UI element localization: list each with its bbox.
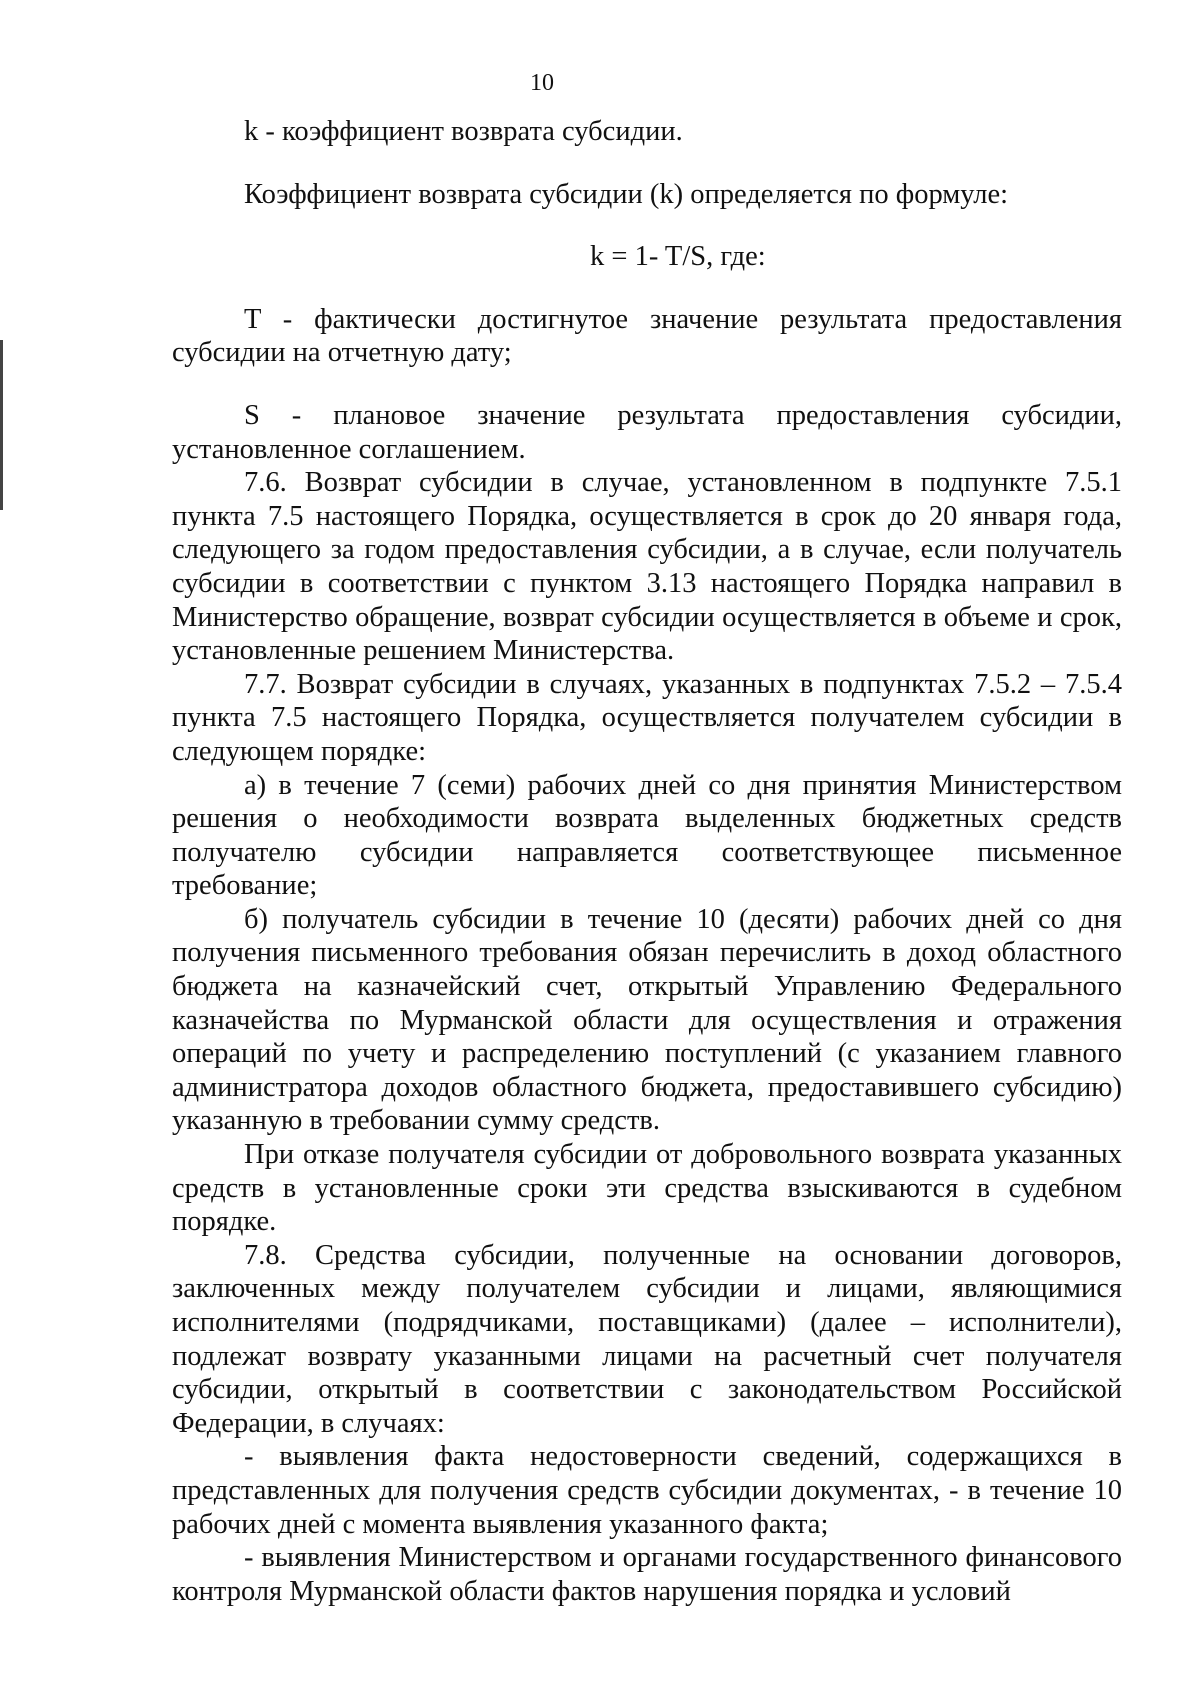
paragraph-t-definition: T - фактически достигнутое значение результата предоставления субсидии на отчетную дату; <box>172 303 1122 369</box>
paragraph-7-7-b: б) получатель субсидии в течение 10 (десяти) рабочих дней со дня получения письменного требования обязан перечислить в доход областного бюджета на казначейский счет, открытый Управлению Федерального казначейства по Мурманской области для осуществления и отражения операций по учету и распределению поступлений (с указанием главного администратора доходов областного бюджета, предоставившего субсидию) указанную в требовании сумму средств. <box>172 903 1122 1137</box>
paragraph-k-intro: Коэффициент возврата субсидии (k) определяется по формуле: <box>244 178 1009 210</box>
page-number: 10 <box>530 70 554 96</box>
formula: k = 1- T/S, где: <box>590 241 766 273</box>
paragraph-k-definition: k - коэффициент возврата субсидии. <box>244 116 683 147</box>
document-body <box>172 115 1122 1608</box>
paragraph-7-6: 7.6. Возврат субсидии в случае, установленном в подпункте 7.5.1 пункта 7.5 настоящего Порядка, осуществляется в срок до 20 января года, следующего за годом предоставления субсидии, а в случае, если получатель субсидии в соответствии с пунктом 3.13 настоящего Порядка направил в Министерство обращение, возврат субсидии осуществляется в объеме и срок, установленные решением Министерства. <box>172 467 1122 667</box>
paragraph-7-8-item-2: - выявления Министерством и органами государственного финансового контроля Мурманской области фактов нарушения порядка и условий <box>172 1542 1122 1607</box>
paragraph-7-7-a: а) в течение 7 (семи) рабочих дней со дня принятия Министерством решения о необходимости возврата выделенных бюджетных средств получателю субсидии направляется соответствующее письменное требование; <box>172 769 1122 902</box>
paragraph-7-7: 7.7. Возврат субсидии в случаях, указанных в подпунктах 7.5.2 – 7.5.4 пункта 7.5 настоящего Порядка, осуществляется получателем субсидии в следующем порядке: <box>172 668 1122 767</box>
scan-margin-mark <box>0 340 3 510</box>
paragraph-s-definition: S - плановое значение результата предоставления субсидии, установленное соглашением. <box>172 399 1122 465</box>
paragraph-7-8: 7.8. Средства субсидии, полученные на основании договоров, заключенных между получателем субсидии и лицами, являющимися исполнителями (подрядчиками, поставщиками) (далее – исполнители), подлежат возврату указанными лицами на расчетный счет получателя субсидии, открытый в соответствии с законодательством Российской Федерации, в случаях: <box>172 1239 1122 1439</box>
paragraph-7-7-refusal: При отказе получателя субсидии от добровольного возврата указанных средств в установленные сроки эти средства взыскиваются в судебном порядке. <box>172 1139 1122 1238</box>
paragraph-7-8-item-1: - выявления факта недостоверности сведений, содержащихся в представленных для получения средств субсидии документах, - в течение 10 рабочих дней с момента выявления указанного факта; <box>172 1441 1122 1540</box>
